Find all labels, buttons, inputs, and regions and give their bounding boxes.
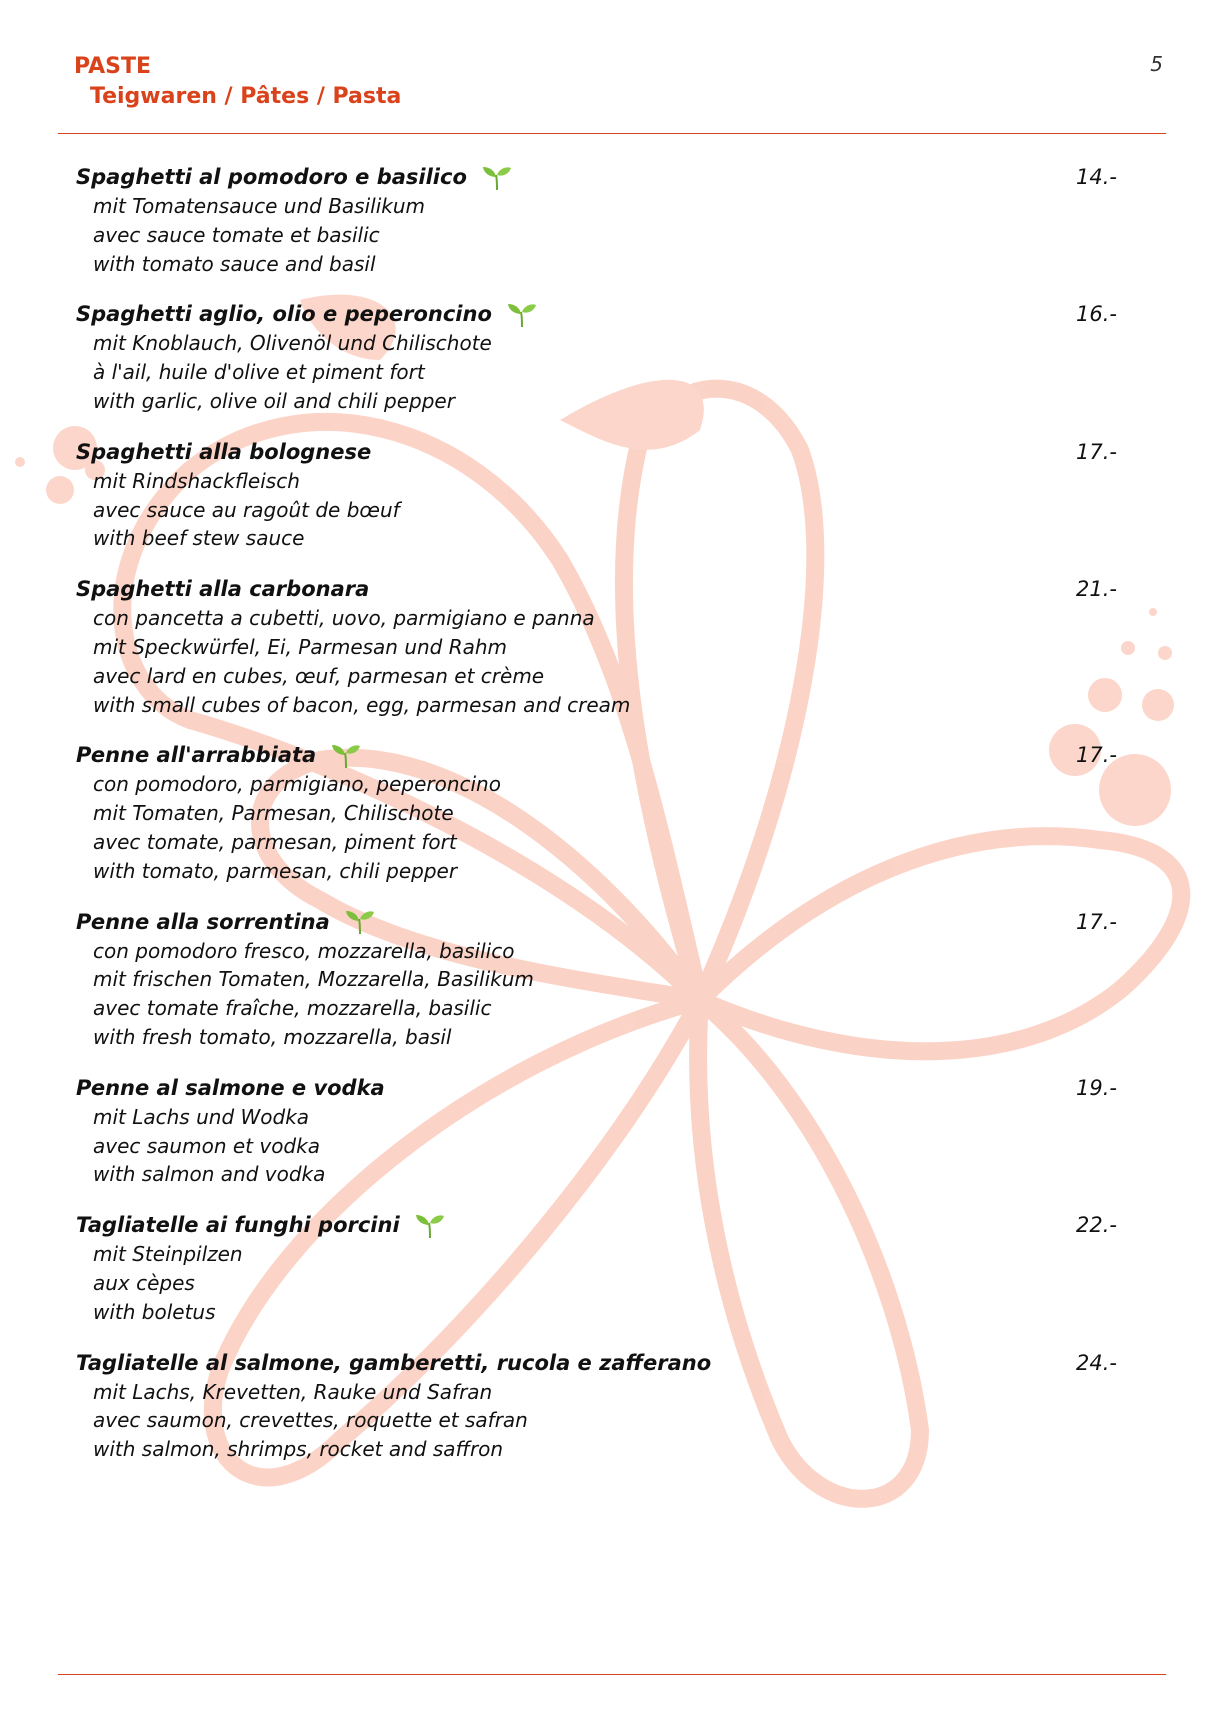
vegetarian-leaf-icon — [506, 302, 538, 328]
menu-item-price: 21.- — [1076, 577, 1117, 602]
menu-item — [76, 163, 1136, 278]
section-subtitle: Teigwaren / Pâtes / Pasta — [90, 84, 402, 109]
menu-item-title: Penne all'arrabbiata — [76, 743, 317, 768]
menu-item-description: mit Tomaten, Parmesan, Chilischote — [93, 801, 454, 826]
menu-item-description: avec tomate, parmesan, piment fort — [93, 829, 457, 854]
menu-item-description: with fresh tomato, mozzarella, basil — [93, 1024, 452, 1049]
menu-item-description: avec sauce tomate et basilic — [93, 222, 380, 247]
menu-item-description: con pomodoro fresco, mozzarella, basilico — [93, 938, 515, 963]
menu-item-price: 24.- — [1076, 1350, 1117, 1375]
menu-item-name — [76, 1349, 711, 1378]
menu-item-description: with beef stew sauce — [93, 526, 305, 551]
menu-list — [76, 163, 1136, 1464]
menu-item — [76, 741, 1136, 885]
menu-item-description: with tomato sauce and basil — [93, 251, 376, 276]
menu-item-title: Spaghetti al pomodoro e basilico — [76, 165, 467, 189]
menu-item-price: 19.- — [1076, 1075, 1117, 1100]
menu-item-title: Tagliatelle al salmone, gamberetti, rucola e zafferano — [76, 1350, 712, 1375]
menu-item-description: with garlic, olive oil and chili pepper — [93, 388, 455, 413]
menu-item-title: Spaghetti aglio, olio e peperoncino — [76, 302, 492, 327]
menu-item-description: with small cubes of bacon, egg, parmesan and cream — [93, 692, 631, 717]
menu-item-description: mit Steinpilzen — [93, 1242, 243, 1267]
menu-item-description: mit Knoblauch, Olivenöl und Chilischote — [93, 331, 492, 356]
menu-item-title: Penne al salmone e vodka — [76, 1075, 385, 1100]
menu-item-description: mit Speckwürfel, Ei, Parmesan und Rahm — [93, 634, 508, 659]
menu-item-description: mit frischen Tomaten, Mozzarella, Basilikum — [93, 967, 534, 992]
menu-item-description: con pancetta a cubetti, uovo, parmigiano e panna — [93, 606, 595, 631]
menu-item-description: with boletus — [93, 1299, 216, 1324]
section-title: PASTE — [74, 54, 152, 79]
menu-item-name — [76, 438, 371, 467]
bottom-divider — [58, 1674, 1166, 1675]
menu-item — [76, 1211, 1136, 1326]
menu-item-description: avec lard en cubes, œuf, parmesan et crème — [93, 663, 545, 688]
menu-item-title: Spaghetti alla bolognese — [76, 439, 372, 464]
menu-item-price: 17.- — [1076, 439, 1117, 464]
menu-item-name — [76, 908, 376, 937]
vegetarian-leaf-icon — [344, 909, 376, 935]
menu-item-name — [76, 575, 369, 604]
menu-item-description: mit Lachs, Krevetten, Rauke und Safran — [93, 1379, 493, 1404]
page-number: 5 — [1150, 52, 1163, 76]
page-header — [74, 52, 401, 112]
menu-item-description: mit Lachs und Wodka — [93, 1104, 310, 1129]
menu-item-name — [76, 741, 362, 770]
menu-item-price: 16.- — [1076, 302, 1117, 327]
menu-item — [76, 1074, 1136, 1189]
menu-item-description: con pomodoro, parmigiano, peperoncino — [93, 772, 501, 797]
vegetarian-leaf-icon — [414, 1213, 446, 1239]
top-divider — [58, 133, 1166, 134]
menu-item-description: mit Rindshackfleisch — [93, 468, 300, 493]
menu-item-name — [76, 1074, 385, 1103]
menu-item — [76, 1349, 1136, 1464]
menu-item — [76, 300, 1136, 415]
menu-item-description: avec saumon, crevettes, roquette et safran — [93, 1408, 528, 1433]
vegetarian-leaf-icon — [481, 165, 513, 191]
menu-item-description: avec tomate fraîche, mozzarella, basilic — [93, 996, 492, 1021]
menu-item-title: Penne alla sorrentina — [76, 909, 330, 934]
menu-item-description: aux cèpes — [93, 1270, 195, 1295]
vegetarian-leaf-icon — [330, 743, 362, 769]
menu-item-price: 17.- — [1076, 743, 1117, 768]
menu-item-price: 17.- — [1076, 909, 1117, 934]
menu-item — [76, 908, 1136, 1052]
menu-item-price: 22.- — [1076, 1213, 1117, 1238]
menu-item-title: Spaghetti alla carbonara — [76, 577, 370, 602]
menu-item-description: avec saumon et vodka — [93, 1133, 320, 1158]
menu-item-description: with tomato, parmesan, chili pepper — [93, 858, 458, 883]
menu-item-description: à l'ail, huile d'olive et piment fort — [93, 360, 425, 385]
menu-item-name — [76, 1211, 446, 1240]
menu-item-name — [76, 300, 538, 329]
menu-item — [76, 575, 1136, 719]
menu-item — [76, 438, 1136, 553]
menu-item-description: with salmon and vodka — [93, 1162, 326, 1187]
menu-item-description: with salmon, shrimps, rocket and saffron — [93, 1437, 504, 1462]
menu-item-title: Tagliatelle ai funghi porcini — [76, 1213, 400, 1238]
menu-item-name — [76, 163, 513, 192]
menu-item-price: 14.- — [1076, 165, 1117, 189]
menu-item-description: avec sauce au ragoût de bœuf — [93, 497, 400, 522]
menu-item-description: mit Tomatensauce und Basilikum — [93, 194, 426, 218]
